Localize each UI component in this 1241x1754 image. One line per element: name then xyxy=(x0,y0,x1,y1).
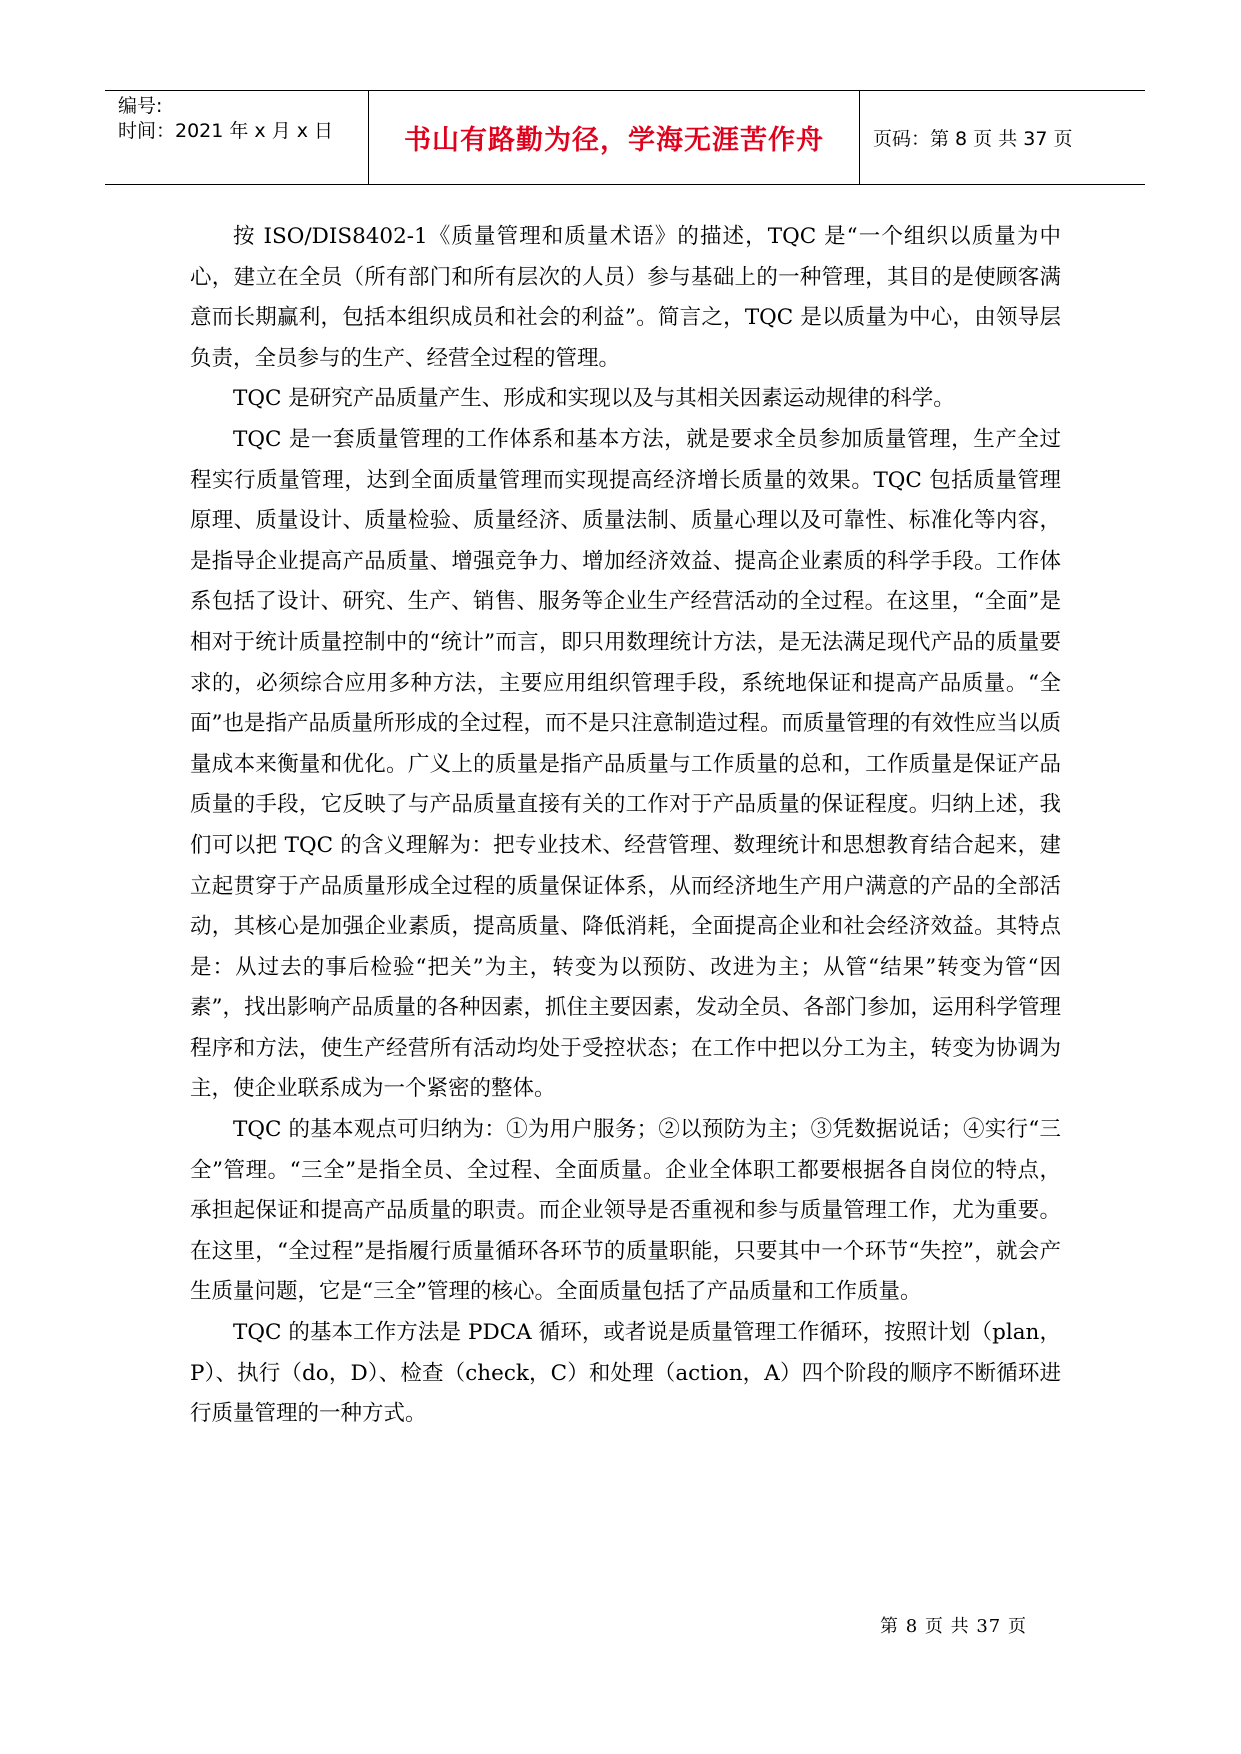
body-paragraph: TQC 是研究产品质量产生、形成和实现以及与其相关因素运动规律的科学。 xyxy=(233,386,955,412)
header-page-cell xyxy=(860,91,1145,184)
document-body xyxy=(190,217,1061,1435)
header-page-number: 页码：第 8 页 共 37 页 xyxy=(873,128,1073,150)
body-paragraph: TQC 的基本工作方法是 PDCA 循环，或者说是质量管理工作循环，按照计划（plan，P）、执行（do，D）、检查（check，C）和处理（action，A）四个阶段的顺序不断循环进行质量管理的一种方式。 xyxy=(190,1320,1061,1427)
body-paragraph: TQC 的基本观点可归纳为：①为用户服务；②以预防为主；③凭数据说话；④实行“三全”管理。“三全”是指全员、全过程、全面质量。企业全体职工都要根据各自岗位的特点，承担起保证和提高产品质量的职责。而企业领导是否重视和参与质量管理工作，尤为重要。在这里，“全过程”是指履行质量循环各环节的质量职能，只要其中一个环节“失控”，就会产生质量问题，它是“三全”管理的核心。全面质量包括了产品质量和工作质量。 xyxy=(190,1117,1061,1305)
header-motto: 书山有路勤为径，学海无涯苦作舟 xyxy=(404,125,824,156)
page-header xyxy=(105,90,1145,185)
header-info-cell xyxy=(105,91,369,184)
header-motto-cell xyxy=(369,91,860,184)
body-paragraph: 按 ISO/DIS8402-1《质量管理和质量术语》的描述，TQC 是“一个组织以质量为中心，建立在全员（所有部门和所有层次的人员）参与基础上的一种管理，其目的是使顾客满意而长期赢利，包括本组织成员和社会的利益”。简言之，TQC 是以质量为中心，由领导层负责，全员参与的生产、经营全过程的管理。 xyxy=(190,224,1061,371)
page-footer-number: 第 8 页 共 37 页 xyxy=(880,1616,1027,1637)
document-time-label: 时间：2021 年 x 月 x 日 xyxy=(118,120,334,142)
body-paragraph: TQC 是一套质量管理的工作体系和基本方法，就是要求全员参加质量管理，生产全过程实行质量管理，达到全面质量管理而实现提高经济增长质量的效果。TQC 包括质量管理原理、质量设计、质量检验、质量经济、质量法制、质量心理以及可靠性、标准化等内容，是指导企业提高产品质量、增强竞争力、增加经济效益、提高企业素质的科学手段。工作体系包括了设计、研究、生产、销售、服务等企业生产经营活动的全过程。在这里，“全面”是相对于统计质量控制中的“统计”而言，即只用数理统计方法，是无法满足现代产品的质量要求的，必须综合应用多种方法，主要应用组织管理手段，系统地保证和提高产品质量。“全面”也是指产品质量所形成的全过程，而不是只注意制造过程。而质量管理的有效性应当以质量成本来衡量和优化。广义上的质量是指产品质量与工作质量的总和，工作质量是保证产品质量的手段，它反映了与产品质量直接有关的工作对于产品质量的保证程度。归纳上述，我们可以把 TQC 的含义理解为：把专业技术、经营管理、数理统计和思想教育结合起来，建立起贯穿于产品质量形成全过程的质量保证体系，从而经济地生产用户满意的产品的全部活动，其核心是加强企业素质，提高质量、降低消耗，全面提高企业和社会经济效益。其特点是：从过去的事后检验“把关”为主，转变为以预防、改进为主；从管“结果”转变为管“因素”，找出影响产品质量的各种因素，抓住主要因素，发动全员、各部门参加，运用科学管理程序和方法，使生产经营所有活动均处于受控状态；在工作中把以分工为主，转变为协调为主，使企业联系成为一个紧密的整体。 xyxy=(190,426,1061,1102)
document-code-label: 编号: xyxy=(118,95,163,117)
